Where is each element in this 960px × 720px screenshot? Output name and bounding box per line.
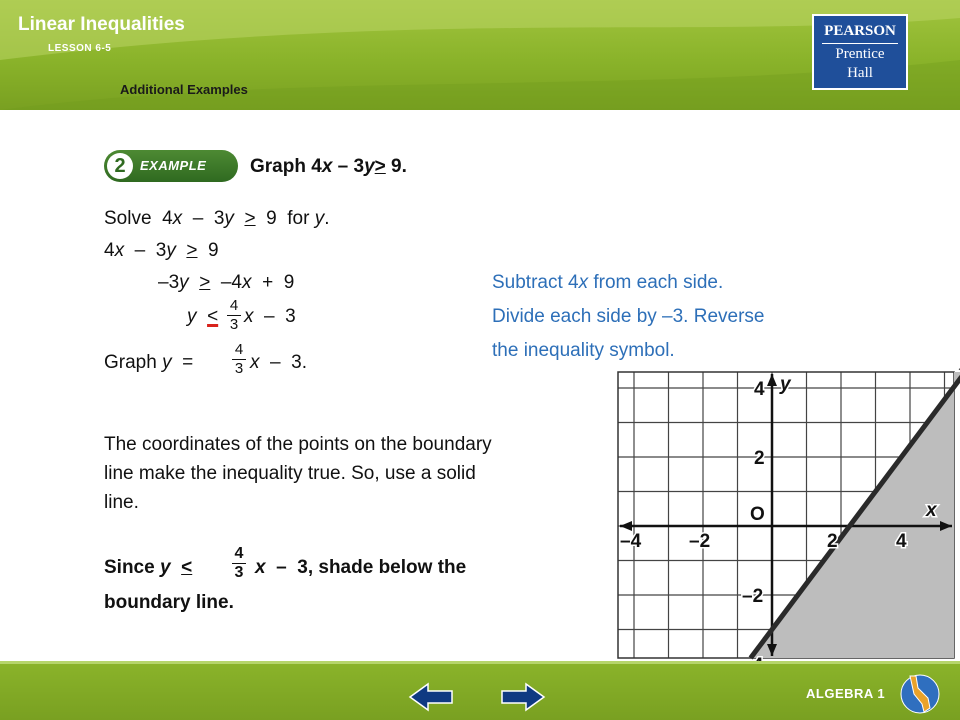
reversed-symbol: < bbox=[207, 306, 219, 327]
lesson-number: LESSON 6-5 bbox=[48, 43, 112, 54]
note-divide: Divide each side by –3. Reverse bbox=[492, 306, 765, 327]
explanation-line1: The coordinates of the points on the boundary bbox=[104, 434, 492, 455]
y-axis-top-arrow bbox=[767, 374, 777, 386]
publisher-logo bbox=[812, 14, 908, 90]
header-banner bbox=[0, 0, 960, 110]
y-tick-label: 4 bbox=[754, 379, 765, 400]
x-tick-label: –2 bbox=[689, 531, 711, 552]
right-arrow-icon bbox=[502, 684, 544, 710]
x-tick-label: 2 bbox=[827, 531, 838, 552]
footer-bar bbox=[0, 661, 960, 720]
logo-line1: PEARSON bbox=[824, 23, 896, 39]
previous-button[interactable] bbox=[408, 682, 454, 712]
solve-instruction: Solve 4x – 3y > 9 for y. bbox=[104, 208, 330, 229]
california-globe-icon bbox=[896, 668, 942, 718]
conclusion-line2: boundary line. bbox=[104, 592, 234, 613]
x-tick-label: 4 bbox=[896, 531, 907, 552]
logo-line2: Prentice bbox=[835, 46, 885, 62]
origin-label: O bbox=[750, 504, 765, 525]
example-label: EXAMPLE bbox=[140, 158, 207, 173]
step-divide-rest: x – 3 bbox=[244, 306, 296, 327]
example-heading: Graph 4x – 3y> 9. bbox=[250, 156, 407, 177]
example-badge bbox=[104, 150, 238, 182]
lesson-title: Linear Inequalities bbox=[18, 14, 185, 35]
explanation-line3: line. bbox=[104, 492, 139, 513]
course-label: ALGEBRA 1 bbox=[806, 686, 886, 701]
slope-fraction bbox=[227, 298, 241, 333]
step-original: 4x – 3y > 9 bbox=[104, 240, 219, 261]
step-subtract: –3y > –4x + 9 bbox=[158, 272, 295, 293]
x-tick-label: –4 bbox=[620, 531, 642, 552]
graph-instruction: Graph y = bbox=[104, 352, 194, 373]
graph-slope-fraction bbox=[232, 342, 246, 377]
y-tick-label: –2 bbox=[742, 586, 764, 607]
x-axis-left-arrow bbox=[620, 521, 632, 531]
conclusion-line1-rest: x – 3, shade below the bbox=[255, 557, 467, 578]
left-arrow-icon bbox=[410, 684, 452, 710]
step-divide: y < bbox=[187, 306, 219, 327]
fraction-numerator: 4 bbox=[229, 297, 239, 314]
y-axis-label: y bbox=[780, 374, 791, 395]
fraction-denominator: 3 bbox=[234, 564, 244, 581]
fraction-denominator: 3 bbox=[229, 316, 239, 333]
fraction-numerator: 4 bbox=[234, 341, 244, 358]
y-tick-label: 2 bbox=[754, 448, 765, 469]
example-number: 2 bbox=[107, 153, 133, 179]
section-subtitle: Additional Examples bbox=[120, 82, 248, 97]
conclusion-slope-fraction bbox=[232, 546, 246, 581]
note-reverse: the inequality symbol. bbox=[492, 340, 675, 361]
note-subtract: Subtract 4x from each side. bbox=[492, 272, 724, 293]
graph-instruction-rest: x – 3. bbox=[250, 352, 308, 373]
logo-line3: Hall bbox=[847, 65, 873, 81]
coordinate-graph bbox=[606, 368, 958, 662]
x-axis-label: x bbox=[926, 500, 937, 521]
next-button[interactable] bbox=[500, 682, 546, 712]
fraction-numerator: 4 bbox=[234, 545, 244, 562]
conclusion-line1: Since y < bbox=[104, 557, 193, 578]
explanation-line2: line make the inequality true. So, use a solid bbox=[104, 463, 476, 484]
fraction-denominator: 3 bbox=[234, 360, 244, 377]
